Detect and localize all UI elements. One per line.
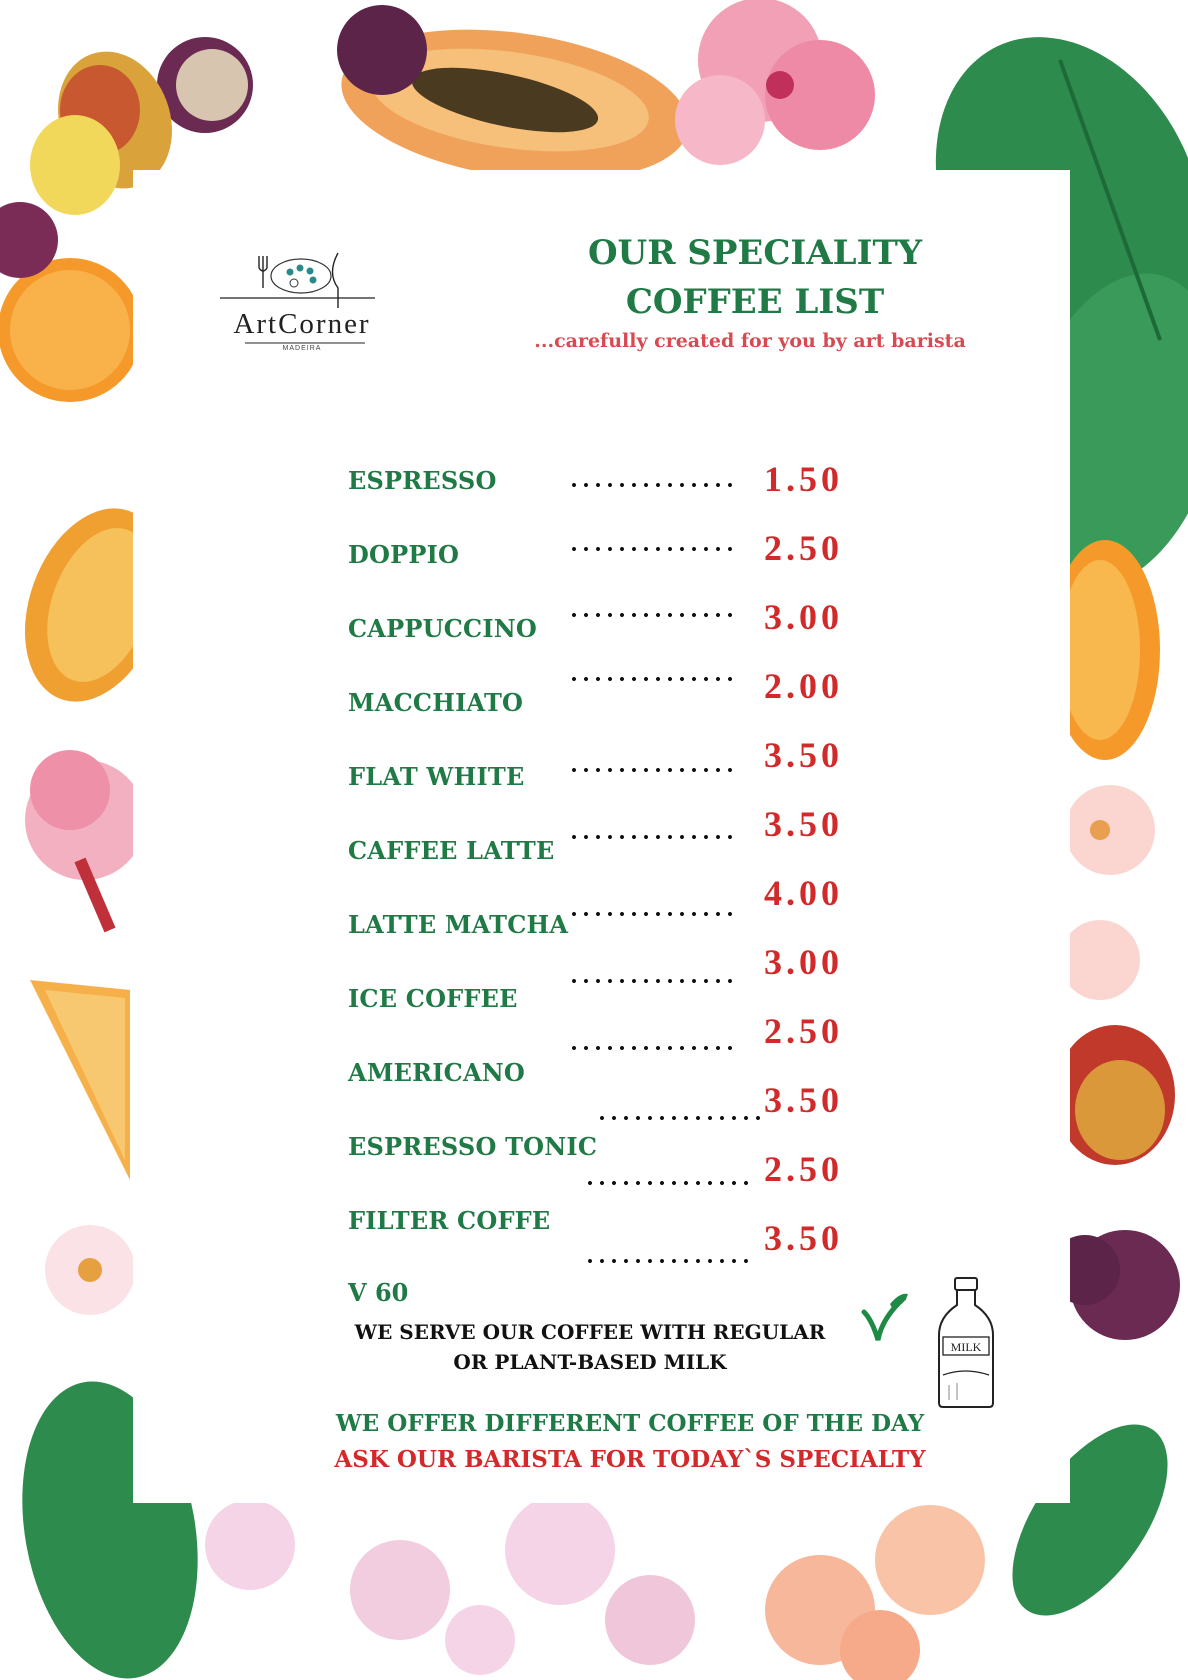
menu-item-doppio: DOPPIO: [348, 540, 460, 569]
milk-label: MILK: [950, 1340, 982, 1354]
menu-item-latte-matcha: LATTE MATCHA: [348, 910, 569, 939]
offer-line1: WE OFFER DIFFERENT COFFEE OF THE DAY: [335, 1410, 925, 1437]
pink-flower-left-illustration: [25, 750, 145, 930]
hibiscus-illustration: [675, 0, 875, 165]
frangipani-bottom-illustration: [765, 1505, 985, 1680]
brand-location: MADEIRA: [282, 345, 322, 352]
dot-leader: [596, 1115, 760, 1121]
price-espresso-tonic: 3.50: [764, 1080, 843, 1120]
dot-leader: [568, 978, 732, 984]
price-latte-matcha: 4.00: [764, 873, 843, 913]
dot-leader: [568, 1045, 732, 1051]
menu-item-macchiato: MACCHIATO: [348, 688, 524, 717]
offer-line2: ASK OUR BARISTA FOR TODAY`S SPECIALTY: [334, 1446, 926, 1473]
milk-note-line1: WE SERVE OUR COFFEE WITH REGULAR: [354, 1320, 826, 1344]
dot-leader: [568, 767, 732, 773]
price-espresso: 1.50: [764, 459, 843, 499]
vegan-leaf-icon: [860, 1290, 910, 1345]
menu-item-ice-coffee: ICE COFFEE: [348, 984, 518, 1013]
menu-item-espresso-tonic: ESPRESSO TONIC: [348, 1132, 598, 1161]
dot-leader: [568, 676, 732, 682]
menu-item-filter-coffe: FILTER COFFE: [348, 1206, 551, 1235]
dot-leader: [568, 612, 732, 618]
dot-leader: [568, 834, 732, 840]
mango-right-illustration: [1055, 1025, 1175, 1165]
grapefruit-slice-illustration: [30, 980, 130, 1180]
page-title-line2: COFFEE LIST: [625, 282, 885, 322]
menu-item-v60: V 60: [348, 1278, 409, 1307]
milk-bottle-icon: [935, 1275, 997, 1410]
price-filter-coffe: 2.50: [764, 1149, 843, 1189]
dot-leader: [584, 1258, 748, 1264]
page-subtitle: ...carefully created for you by art barista: [534, 330, 966, 352]
dot-leader: [568, 482, 732, 488]
artist-palette-logo-icon: [215, 248, 385, 358]
menu-item-cappuccino: CAPPUCCINO: [348, 614, 538, 643]
orchids-bottom-illustration: [205, 1495, 695, 1675]
frangipani-left-illustration: [45, 1225, 135, 1315]
menu-item-caffee-latte: CAFFEE LATTE: [348, 836, 555, 865]
orange-slice-illustration: [0, 202, 142, 402]
menu-item-espresso: ESPRESSO: [348, 466, 497, 495]
price-cappuccino: 3.00: [764, 597, 843, 637]
menu-item-americano: AMERICANO: [348, 1058, 526, 1087]
frangipani-right-illustration: [1060, 785, 1155, 1000]
price-flat-white: 3.50: [764, 735, 843, 775]
price-ice-coffee: 3.00: [764, 942, 843, 982]
price-macchiato: 2.00: [764, 666, 843, 706]
milk-note-line2: OR PLANT-BASED MILK: [453, 1350, 727, 1374]
dot-leader: [584, 1180, 748, 1186]
price-americano: 2.50: [764, 1011, 843, 1051]
brand-name: ArtCorner: [233, 308, 371, 340]
price-v60: 3.50: [764, 1218, 843, 1258]
menu-item-flat-white: FLAT WHITE: [348, 762, 525, 791]
price-caffee-latte: 3.50: [764, 804, 843, 844]
price-doppio: 2.50: [764, 528, 843, 568]
dot-leader: [568, 546, 732, 552]
dot-leader: [568, 911, 732, 917]
page-title-line1: OUR SPECIALITY: [587, 233, 923, 273]
